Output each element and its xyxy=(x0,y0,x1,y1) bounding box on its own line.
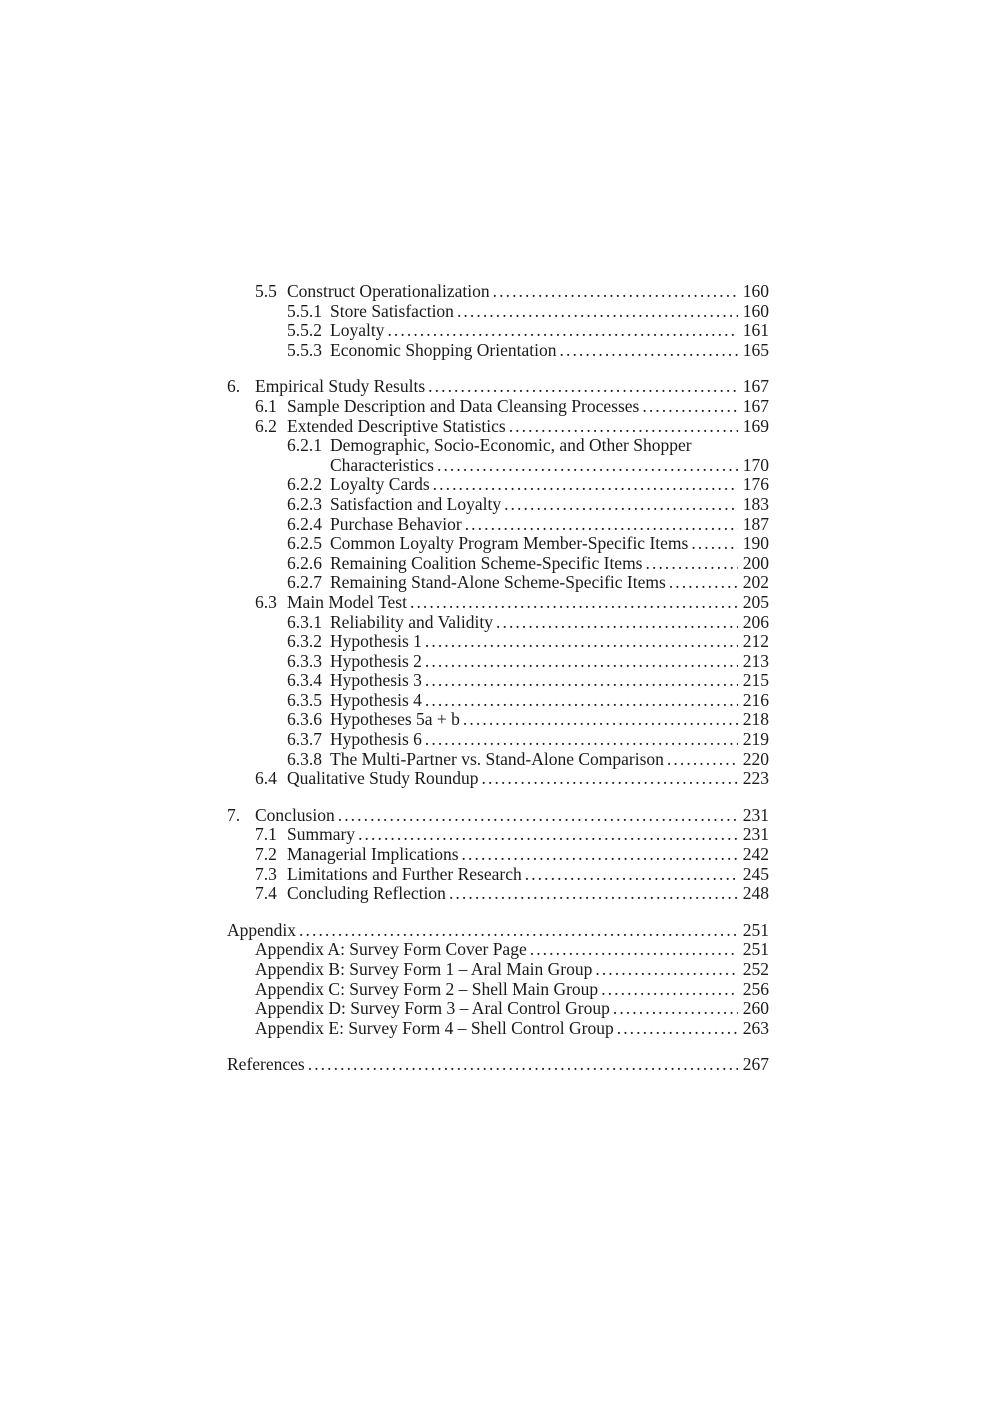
toc-entry xyxy=(227,593,769,613)
entry-page: 251 xyxy=(742,939,769,960)
toc-entry xyxy=(227,321,769,341)
dot-leader xyxy=(454,302,738,322)
dot-leader xyxy=(422,730,738,750)
entry-title: Store Satisfaction xyxy=(330,300,454,321)
entry-number: 6.2.5 xyxy=(287,533,322,554)
dot-leader xyxy=(592,960,737,980)
toc-entry xyxy=(227,769,769,789)
entry-number: 6.3.4 xyxy=(287,670,322,691)
dot-leader xyxy=(430,475,738,495)
dot-leader xyxy=(490,282,738,302)
entry-page: 205 xyxy=(742,591,769,612)
dot-leader xyxy=(335,806,738,826)
entry-page: 263 xyxy=(742,1017,769,1038)
entry-number: 7.4 xyxy=(255,883,277,904)
entry-page: 245 xyxy=(742,863,769,884)
dot-leader xyxy=(422,671,738,691)
entry-title: Concluding Reflection xyxy=(287,883,446,904)
entry-title: Appendix C: Survey Form 2 – Shell Main Group xyxy=(255,978,599,999)
entry-title: Reliability and Validity xyxy=(330,611,493,632)
entry-title: Loyalty Cards xyxy=(330,474,430,495)
entry-title: Construct Operationalization xyxy=(287,281,490,301)
toc-entry xyxy=(227,825,769,845)
entry-title: Appendix A: Survey Form Cover Page xyxy=(255,939,527,960)
entry-number: 5.5.1 xyxy=(287,300,322,321)
entry-number: 6.3.7 xyxy=(287,729,322,750)
dot-leader xyxy=(688,534,737,554)
entry-page: 256 xyxy=(742,978,769,999)
entry-page: 231 xyxy=(742,824,769,845)
entry-number: 6. xyxy=(227,376,241,397)
entry-title: The Multi-Partner vs. Stand-Alone Comparison xyxy=(330,748,664,769)
entry-title: Remaining Stand-Alone Scheme-Specific Items xyxy=(330,572,666,593)
entry-title: Hypothesis 1 xyxy=(330,631,422,652)
entry-title: Purchase Behavior xyxy=(330,513,462,534)
toc-entry xyxy=(227,554,769,574)
entry-title: Remaining Coalition Scheme-Specific Items xyxy=(330,552,643,573)
entry-page: 206 xyxy=(742,611,769,632)
toc-entry xyxy=(227,573,769,593)
entry-title: Hypotheses 5a + b xyxy=(330,709,460,730)
toc-entry xyxy=(227,940,769,960)
toc-entry xyxy=(227,999,769,1019)
entry-title: Appendix B: Survey Form 1 – Aral Main Group xyxy=(255,959,593,979)
entry-title: Managerial Implications xyxy=(287,844,459,865)
entry-page: 220 xyxy=(742,748,769,769)
entry-title: Extended Descriptive Statistics xyxy=(287,415,506,436)
dot-leader xyxy=(305,1055,738,1075)
entry-title: Hypothesis 4 xyxy=(330,689,422,710)
entry-title: Qualitative Study Roundup xyxy=(287,768,479,789)
entry-number: 7.2 xyxy=(255,844,277,865)
dot-leader xyxy=(407,593,738,613)
entry-page: 215 xyxy=(742,670,769,691)
dot-leader xyxy=(425,377,738,397)
entry-page: 223 xyxy=(742,768,769,789)
dot-leader xyxy=(610,999,738,1019)
entry-number: 6.2.2 xyxy=(287,474,322,495)
dot-leader xyxy=(460,710,738,730)
toc-entry xyxy=(227,730,769,750)
dot-leader xyxy=(666,573,738,593)
entry-number: 5.5.3 xyxy=(287,339,322,360)
toc-entry xyxy=(227,884,769,904)
entry-page: 216 xyxy=(742,689,769,710)
entry-title: Main Model Test xyxy=(287,591,407,612)
dot-leader xyxy=(664,750,738,770)
toc-entry xyxy=(227,806,769,826)
entry-number: 6.3.8 xyxy=(287,748,322,769)
entry-page: 160 xyxy=(742,300,769,321)
entry-title: References xyxy=(227,1054,305,1075)
entry-number: 7. xyxy=(227,804,241,825)
dot-leader xyxy=(501,495,738,515)
toc-entry xyxy=(227,397,769,417)
entry-number: 6.2.3 xyxy=(287,493,322,514)
toc-entry xyxy=(227,671,769,691)
entry-page: 252 xyxy=(742,959,769,979)
toc-entry xyxy=(227,495,769,515)
toc-entry xyxy=(227,515,769,535)
entry-page: 202 xyxy=(742,572,769,593)
entry-number: 6.4 xyxy=(255,768,277,789)
dot-leader xyxy=(614,1019,738,1039)
entry-title: Summary xyxy=(287,824,356,845)
entry-title: Hypothesis 2 xyxy=(330,650,422,671)
entry-title: Appendix xyxy=(227,919,297,940)
dot-leader xyxy=(527,940,738,960)
toc-entry xyxy=(227,613,769,633)
dot-leader xyxy=(479,769,738,789)
entry-number: 6.1 xyxy=(255,395,277,416)
entry-page: 170 xyxy=(742,454,769,475)
dot-leader xyxy=(598,980,738,1000)
entry-page: 231 xyxy=(742,804,769,825)
entry-number: 6.2.1 xyxy=(287,435,322,456)
entry-page: 183 xyxy=(742,493,769,514)
entry-page: 167 xyxy=(742,376,769,397)
entry-number: 7.3 xyxy=(255,863,277,884)
entry-number: 6.2 xyxy=(255,415,277,436)
entry-page: 212 xyxy=(742,631,769,652)
toc-entry xyxy=(227,534,769,554)
dot-leader xyxy=(462,515,738,535)
entry-number: 6.2.4 xyxy=(287,513,322,534)
entry-page: 218 xyxy=(742,709,769,730)
dot-leader xyxy=(522,865,738,885)
entry-page: 169 xyxy=(742,415,769,436)
entry-number: 6.3 xyxy=(255,591,277,612)
entry-page: 260 xyxy=(742,998,769,1019)
entry-page: 251 xyxy=(742,919,769,940)
toc-entry xyxy=(227,980,769,1000)
toc-entry xyxy=(227,1055,769,1075)
toc-entry xyxy=(227,417,769,437)
toc-entry xyxy=(227,921,769,941)
entry-title: Hypothesis 6 xyxy=(330,729,422,750)
entry-title: Appendix E: Survey Form 4 – Shell Control Group xyxy=(255,1017,614,1038)
entry-title: Hypothesis 3 xyxy=(330,670,422,691)
dot-leader xyxy=(384,321,737,341)
toc-entry xyxy=(227,710,769,730)
dot-leader xyxy=(506,417,738,437)
entry-page: 248 xyxy=(742,883,769,904)
entry-title: Limitations and Further Research xyxy=(287,863,522,884)
entry-title: Satisfaction and Loyalty xyxy=(330,493,502,514)
entry-number: 6.3.5 xyxy=(287,689,322,710)
entry-number: 6.3.3 xyxy=(287,650,322,671)
entry-page: 200 xyxy=(742,552,769,573)
entry-title: Appendix D: Survey Form 3 – Aral Control Group xyxy=(255,998,610,1019)
entry-page: 187 xyxy=(742,513,769,534)
toc-entry xyxy=(227,341,769,361)
dot-leader xyxy=(422,652,738,672)
entry-page: 213 xyxy=(742,650,769,671)
toc-entry xyxy=(227,1019,769,1039)
toc-entry xyxy=(227,750,769,770)
dot-leader xyxy=(355,825,738,845)
toc-entry xyxy=(227,436,769,456)
entry-page: 167 xyxy=(742,395,769,416)
dot-leader xyxy=(493,613,738,633)
dot-leader xyxy=(422,632,738,652)
dot-leader xyxy=(434,456,738,476)
entry-title: Loyalty xyxy=(330,320,385,341)
entry-number: 6.3.6 xyxy=(287,709,322,730)
entry-page: 267 xyxy=(742,1054,769,1075)
entry-page: 161 xyxy=(742,320,769,341)
dot-leader xyxy=(296,921,738,941)
toc-entry xyxy=(227,456,769,476)
toc-entry xyxy=(227,845,769,865)
entry-title: Characteristics xyxy=(330,454,434,475)
toc-entry xyxy=(227,377,769,397)
toc-entry xyxy=(227,691,769,711)
dot-leader xyxy=(643,554,738,574)
dot-leader xyxy=(422,691,738,711)
entry-page: 219 xyxy=(742,729,769,750)
dot-leader xyxy=(557,341,738,361)
toc-list xyxy=(227,282,769,1075)
dot-leader xyxy=(446,884,738,904)
toc-entry xyxy=(227,302,769,322)
entry-page: 165 xyxy=(742,339,769,360)
entry-title: Common Loyalty Program Member-Specific Items xyxy=(330,533,689,554)
entry-title: Economic Shopping Orientation xyxy=(330,339,557,360)
entry-number: 6.2.7 xyxy=(287,572,322,593)
entry-number: 5.5.2 xyxy=(287,320,322,341)
entry-number: 7.1 xyxy=(255,824,277,845)
entry-page: 176 xyxy=(742,474,769,495)
entry-title: Demographic, Socio-Economic, and Other Shopper xyxy=(330,435,692,456)
toc-entry xyxy=(227,865,769,885)
dot-leader xyxy=(459,845,738,865)
entry-number: 6.3.2 xyxy=(287,631,322,652)
entry-title: Conclusion xyxy=(255,804,335,825)
toc-entry xyxy=(227,960,769,980)
entry-number: 5.5 xyxy=(255,281,277,301)
entry-page: 242 xyxy=(742,844,769,865)
entry-title: Sample Description and Data Cleansing Processes xyxy=(287,395,640,416)
toc-entry xyxy=(227,282,769,302)
toc-entry xyxy=(227,632,769,652)
toc-entry xyxy=(227,652,769,672)
entry-number: 6.3.1 xyxy=(287,611,322,632)
entry-page: 160 xyxy=(742,281,769,301)
entry-page: 190 xyxy=(742,533,769,554)
entry-number: 6.2.6 xyxy=(287,552,322,573)
entry-title: Empirical Study Results xyxy=(255,376,426,397)
dot-leader xyxy=(639,397,737,417)
toc-entry xyxy=(227,475,769,495)
